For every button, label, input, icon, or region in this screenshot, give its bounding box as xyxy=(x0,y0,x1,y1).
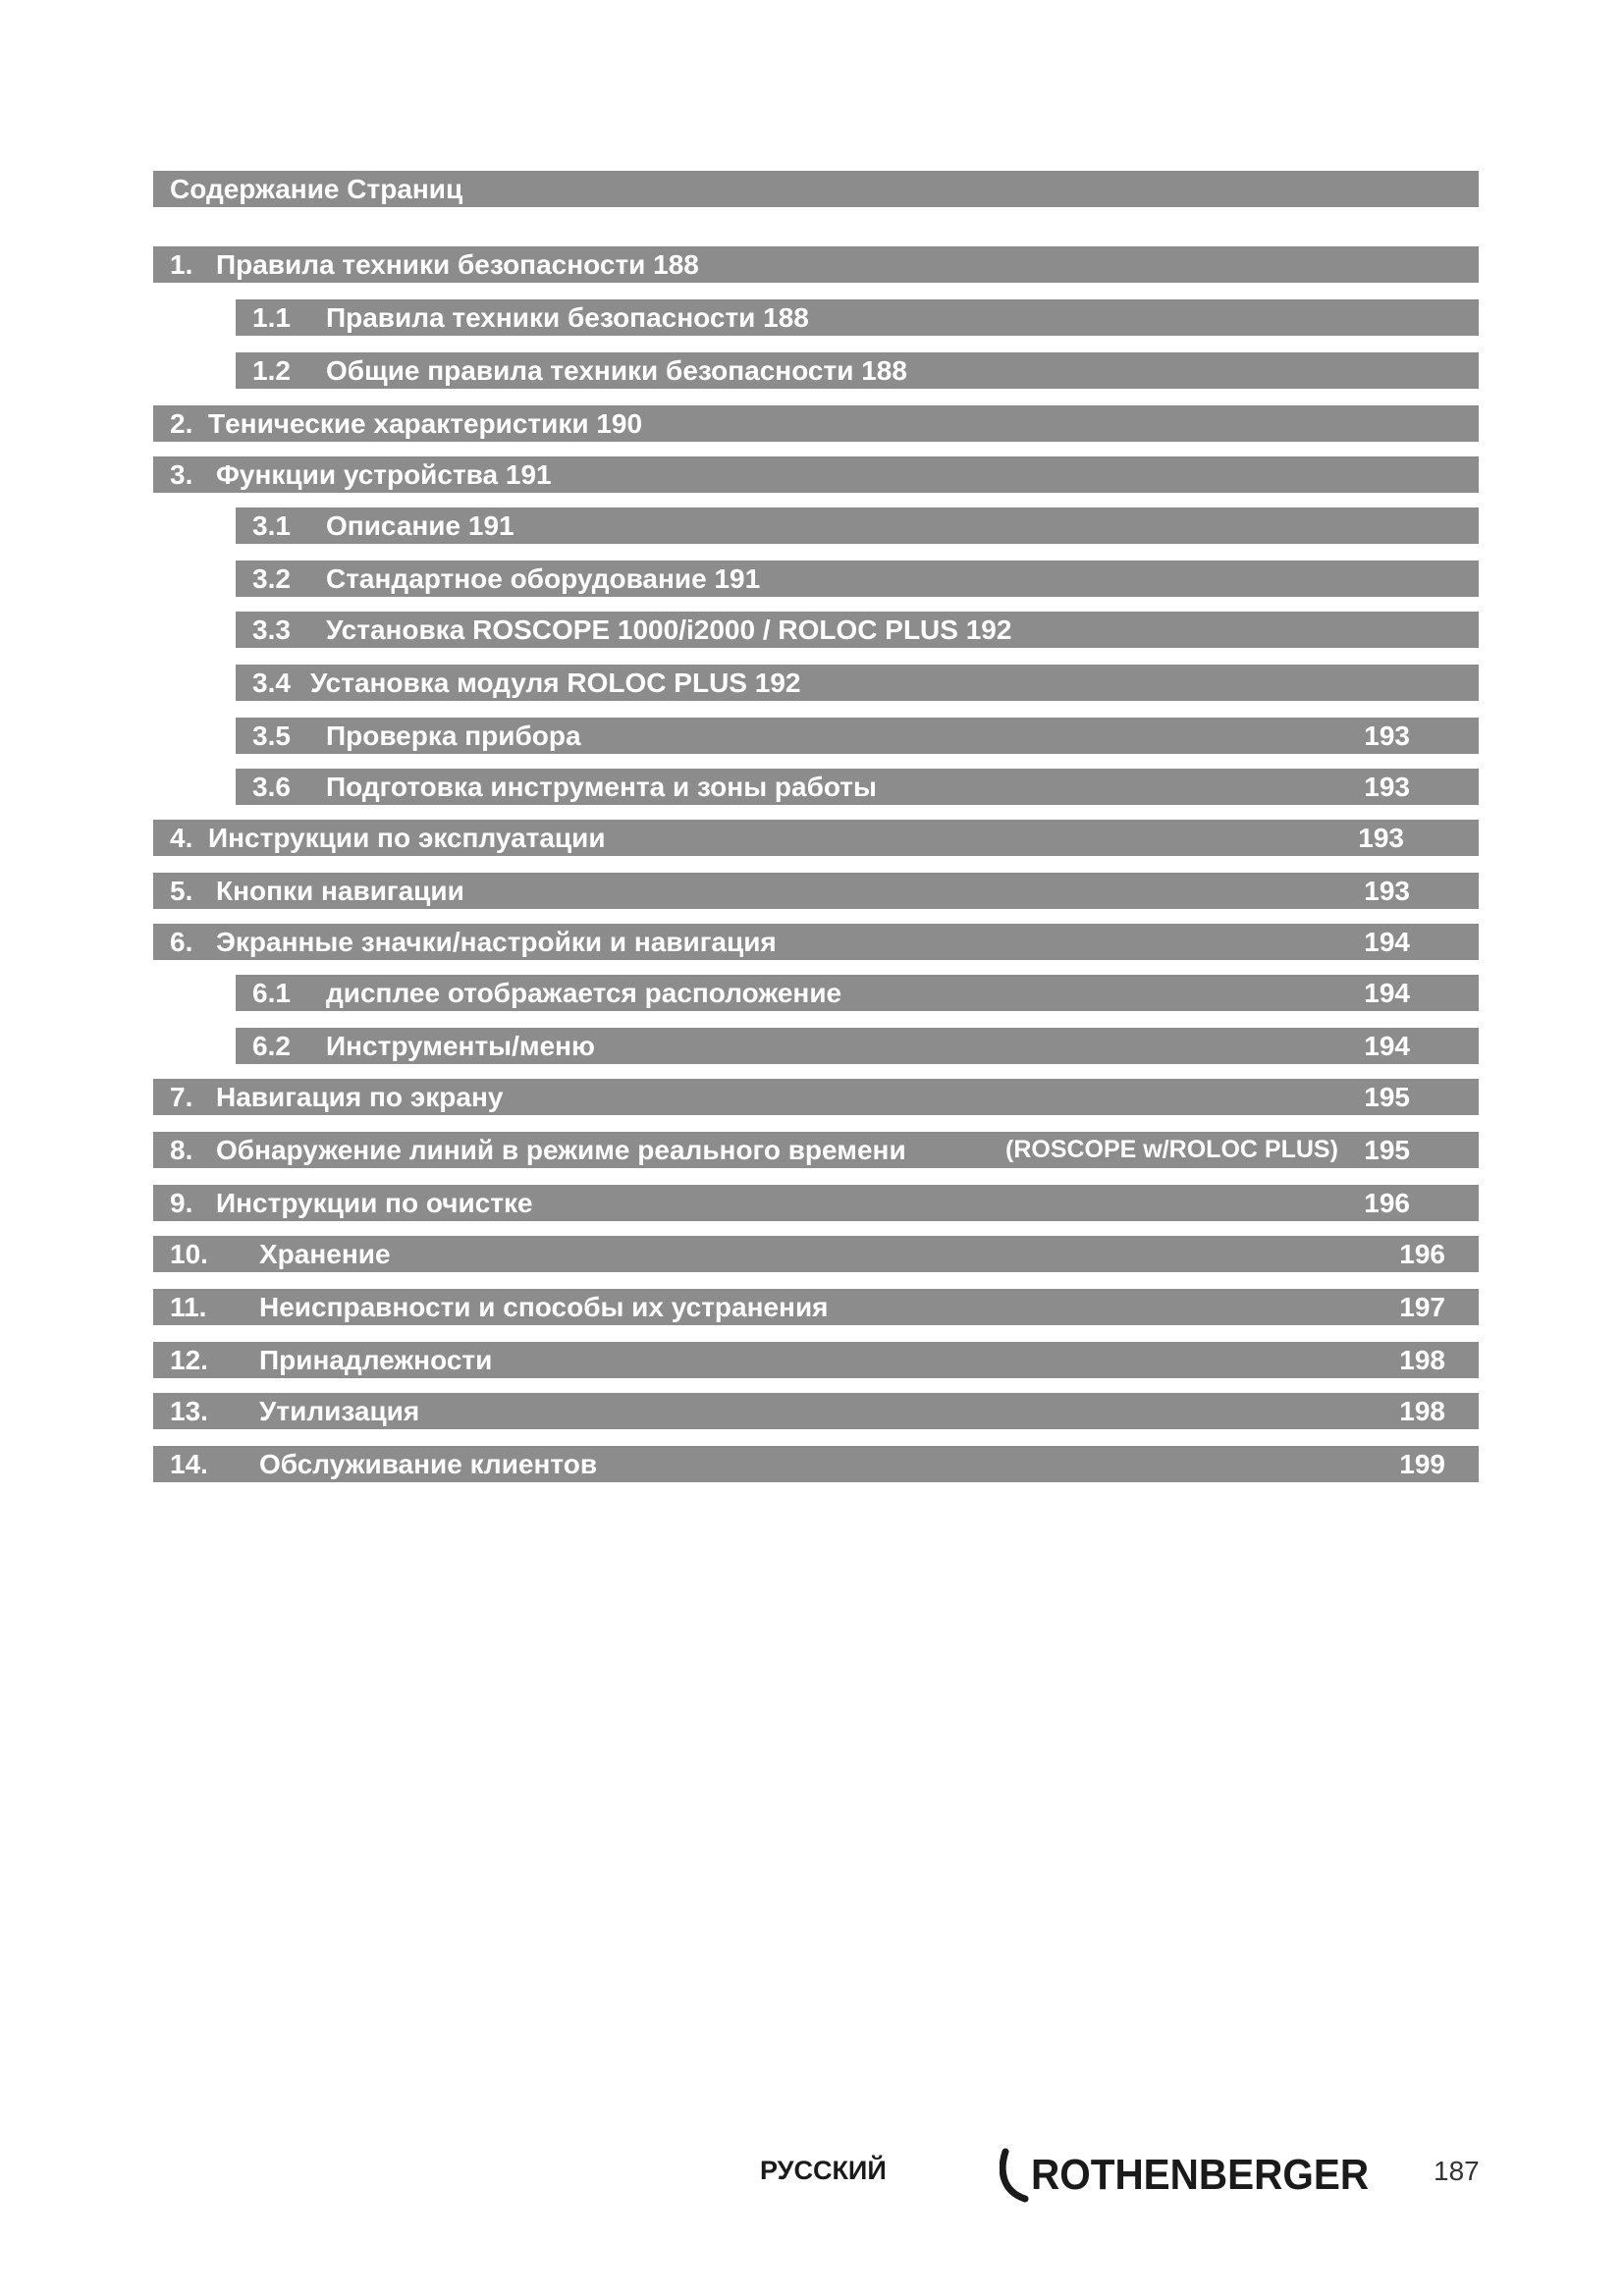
toc-entry-page: 194 xyxy=(1364,1031,1410,1061)
toc-entry-title: Обслуживание клиентов xyxy=(259,1449,598,1479)
toc-entry-title: Кнопки навигации xyxy=(216,876,464,906)
toc-entry-page: 198 xyxy=(1399,1396,1445,1426)
rothenberger-logo xyxy=(1000,2144,1398,2207)
toc-entry-title: Хранение xyxy=(259,1239,391,1269)
toc-entry[interactable] xyxy=(153,405,1479,442)
toc-entry-note: (ROSCOPE w/ROLOC PLUS) xyxy=(1005,1136,1338,1163)
toc-entry-page: 193 xyxy=(1364,876,1410,906)
toc-subentry[interactable] xyxy=(236,975,1479,1011)
toc-entry-title: Экранные значки/настройки и навигация xyxy=(216,927,777,957)
toc-entry[interactable] xyxy=(153,246,1479,283)
toc-entry[interactable] xyxy=(153,873,1479,909)
toc-entry-number: 11. xyxy=(170,1292,207,1322)
toc-entry-number: 7. xyxy=(170,1082,193,1112)
toc-entry[interactable] xyxy=(153,1289,1479,1325)
toc-entry[interactable] xyxy=(153,1393,1479,1429)
toc-subentry[interactable] xyxy=(236,1028,1479,1064)
toc-entry[interactable] xyxy=(153,1446,1479,1482)
toc-entry-title: Принадлежности xyxy=(259,1345,493,1375)
footer-language: РУССКИЙ xyxy=(760,2156,887,2185)
table-of-contents xyxy=(153,171,1479,1482)
toc-entry-title: дисплее отображается расположение xyxy=(326,978,842,1008)
toc-subentry[interactable] xyxy=(236,665,1479,701)
toc-entry-page: 198 xyxy=(1399,1345,1445,1375)
toc-entry[interactable] xyxy=(153,1185,1479,1221)
toc-entry-title: Подготовка инструмента и зоны работы xyxy=(326,772,877,802)
toc-entry-title: Неисправности и способы их устранения xyxy=(259,1292,829,1322)
toc-entry-number: 4. xyxy=(170,823,193,853)
toc-entry-number: 1. xyxy=(170,249,193,280)
toc-subentry[interactable] xyxy=(236,507,1479,544)
toc-entry-page: 197 xyxy=(1399,1292,1445,1322)
toc-entry-page: 195 xyxy=(1364,1082,1410,1112)
toc-entry-page: 193 xyxy=(1358,823,1404,853)
toc-entry[interactable] xyxy=(153,924,1479,960)
toc-entry-title: Навигация по экрану xyxy=(216,1082,504,1112)
toc-entry-number: 9. xyxy=(170,1188,193,1218)
toc-entry-number: 3.2 xyxy=(252,563,291,594)
toc-entry-title: Tенические характеристики 190 xyxy=(208,408,643,439)
toc-entry-page: 196 xyxy=(1399,1239,1445,1269)
toc-entry-title: Инструменты/меню xyxy=(326,1031,595,1061)
toc-subentry[interactable] xyxy=(236,352,1479,389)
toc-entry-number: 6.1 xyxy=(252,978,291,1008)
toc-subentry[interactable] xyxy=(236,299,1479,336)
toc-entry-page: 193 xyxy=(1364,721,1410,751)
toc-entry[interactable] xyxy=(153,820,1479,856)
toc-entry-number: 8. xyxy=(170,1135,193,1165)
toc-entry-number: 1.1 xyxy=(252,302,291,333)
toc-entry-title: Правила техники безопасности 188 xyxy=(326,302,809,333)
toc-entry-number: 3.1 xyxy=(252,510,291,541)
toc-entry-title: Установка ROSCOPE 1000/i2000 / ROLOC PLUS 192 xyxy=(326,614,1012,645)
toc-entry-page: 199 xyxy=(1399,1449,1445,1479)
toc-entry[interactable] xyxy=(153,1236,1479,1272)
toc-entry-number: 3.5 xyxy=(252,721,291,751)
toc-entry[interactable] xyxy=(153,1342,1479,1378)
toc-entry-number: 3.6 xyxy=(252,772,291,802)
toc-subentry[interactable] xyxy=(236,561,1479,597)
toc-header xyxy=(153,171,1479,207)
toc-entry-number: 1.2 xyxy=(252,355,291,386)
toc-entry-title: Общие правила техники безопасности 188 xyxy=(326,355,907,386)
toc-entry-title: Обнаружение линий в режиме реального времени xyxy=(216,1135,906,1165)
toc-entry[interactable] xyxy=(153,1132,1479,1168)
toc-entry-number: 13. xyxy=(170,1396,208,1426)
toc-entry-title: Функции устройства 191 xyxy=(216,459,552,490)
logo-text: ROTHENBERGER xyxy=(1031,2151,1370,2199)
toc-entry-number: 12. xyxy=(170,1345,208,1375)
toc-entry-number: 2. xyxy=(170,408,193,439)
toc-subentry[interactable] xyxy=(236,769,1479,805)
toc-entries xyxy=(153,246,1479,1482)
toc-entry-number: 10. xyxy=(170,1239,208,1269)
logo-swoosh-icon xyxy=(1000,2148,1029,2203)
toc-entry-number: 14. xyxy=(170,1449,208,1479)
toc-entry-page: 196 xyxy=(1364,1188,1410,1218)
toc-entry-title: Установка модуля ROLOC PLUS 192 xyxy=(310,667,801,698)
toc-entry-page: 193 xyxy=(1364,772,1410,802)
toc-entry-page: 194 xyxy=(1364,927,1410,957)
toc-entry-title: Описание 191 xyxy=(326,510,514,541)
toc-subentry[interactable] xyxy=(236,718,1479,754)
toc-entry[interactable] xyxy=(153,1079,1479,1115)
toc-entry-number: 6.2 xyxy=(252,1031,291,1061)
toc-entry-page: 194 xyxy=(1364,978,1410,1008)
toc-entry-number: 6. xyxy=(170,927,193,957)
toc-entry-title: Стандартное оборудование 191 xyxy=(326,563,761,594)
toc-entry[interactable] xyxy=(153,456,1479,493)
toc-header-text: Содержание Страниц xyxy=(170,174,463,204)
toc-entry-number: 3.3 xyxy=(252,614,291,645)
toc-entry-number: 3.4 xyxy=(252,667,291,698)
toc-entry-title: Проверка прибора xyxy=(326,721,581,751)
toc-entry-title: Утилизация xyxy=(259,1396,420,1426)
toc-subentry[interactable] xyxy=(236,612,1479,648)
toc-entry-title: Инструкции по очистке xyxy=(216,1188,533,1218)
page-number: 187 xyxy=(1434,2156,1480,2186)
toc-entry-number: 5. xyxy=(170,876,193,906)
toc-entry-title: Правила техники безопасности 188 xyxy=(216,249,699,280)
toc-entry-number: 3. xyxy=(170,459,193,490)
toc-entry-title: Инструкции по эксплуатации xyxy=(208,823,606,853)
toc-entry-page: 195 xyxy=(1364,1135,1410,1165)
